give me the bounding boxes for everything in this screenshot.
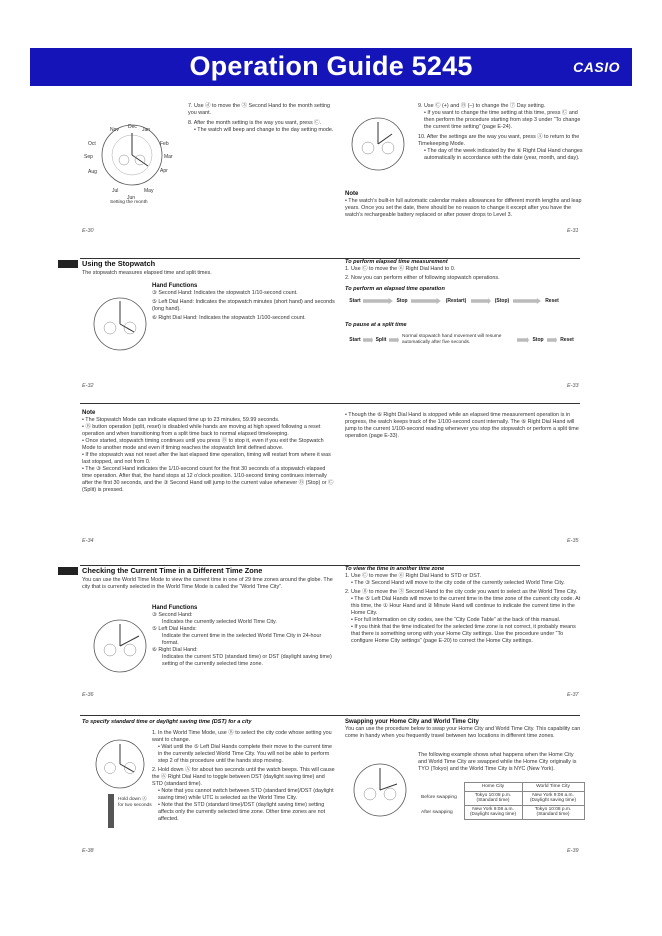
- page-number: E-31: [567, 228, 579, 234]
- page-number: E-34: [82, 538, 94, 544]
- section-title: Checking the Current Time in a Different Time Zone: [82, 566, 263, 575]
- e30-text: [188, 103, 338, 134]
- flow-arrow: [547, 337, 557, 343]
- flow-arrow: [513, 298, 541, 304]
- flow-step: (Stop): [494, 298, 510, 304]
- step-8: 8. After the month setting is the way you want, press Ⓒ.: [188, 120, 322, 126]
- section-title: Using the Stopwatch: [82, 259, 156, 268]
- elapsed-title: To perform an elapsed time operation: [345, 286, 445, 292]
- view-step-2-bullet: • If you think that the time indicated for the selected time zone is not correct, it probably means that there is something wrong with your Home City settings. Use the procedure under “To configure Home City settings” (page E-20) to correct the Home City settings.: [345, 624, 585, 645]
- view-step-1-bullet: • The ③ Second Hand will move to the city code of the currently selected World Time City.: [345, 580, 585, 587]
- table-header: Home City: [464, 783, 522, 792]
- section-intro: The stopwatch measures elapsed time and split times.: [82, 270, 212, 276]
- view-title: To view the time in another time zone: [345, 566, 445, 572]
- dst-steps: [152, 730, 337, 823]
- flow-step: Start: [349, 337, 361, 343]
- note-item: • The ③ Second Hand indicates the 1/10-second count for the first 30 seconds of a stopwatch elapsed time operation. After that, the hand stops at 12 o’clock position. 1/10-second timing continues internally after the first 30 seconds, and the ③ Second Hand will jump to the current value whenever Ⓑ (Stop) or Ⓒ (Split) is pressed.: [82, 466, 337, 494]
- month-label: Feb: [160, 141, 169, 147]
- hand-function-label: ⑥ Right Dial Hand:: [152, 647, 198, 653]
- flow-step: (Restart): [445, 298, 467, 304]
- flow-arrow: [363, 298, 393, 304]
- month-dial-illustration: [82, 100, 182, 208]
- page-number: E-36: [82, 692, 94, 698]
- view-step-2-bullet: • For full information on city codes, see the “City Code Table” at the back of this manual.: [345, 617, 585, 624]
- world-hand-functions: [152, 605, 337, 668]
- watch-illustration: [342, 102, 414, 188]
- divider: [80, 715, 580, 716]
- flow-step: Stop: [396, 298, 408, 304]
- page-number: E-39: [567, 848, 579, 854]
- row-label: After swapping: [421, 809, 453, 815]
- swap-table: [418, 782, 585, 820]
- flow-arrow: [363, 337, 373, 343]
- hand-function-item: ③ Second Hand: Indicates the stopwatch 1/10-second count.: [152, 290, 298, 296]
- table-cell: New York 9:08 a.m. (Daylight saving time): [522, 791, 584, 805]
- section-marker: [58, 260, 78, 268]
- swap-section: [345, 719, 585, 740]
- dst-step-2-bullet: • Note that you cannot switch between STD (standard time)/DST (daylight saving time) while UTC is selected as the World Time City.: [152, 788, 337, 802]
- flow-arrow: [517, 337, 529, 343]
- note-item: • The Stopwatch Mode can indicate elapsed time up to 23 minutes, 59.99 seconds.: [82, 417, 337, 424]
- table-header: World Time City: [522, 783, 584, 792]
- divider: [80, 403, 580, 404]
- e33-text: [345, 259, 585, 293]
- note-item: • Once started, stopwatch timing continues until you press Ⓑ to stop it, even if you exit the Stopwatch Mode to another mode and even if timing reaches the stopwatch limit defined above.: [82, 438, 337, 452]
- note-title: Note: [82, 410, 96, 416]
- split-title: To pause at a split time: [345, 322, 407, 328]
- note-item: • If the stopwatch was not reset after the last elapsed time operation, timing will restart from where it was last stopped, and not from 0.: [82, 452, 337, 466]
- view-step-2: 2. Use Ⓑ to move the ③ Second Hand to the city code you want to select as the World Time City.: [345, 589, 578, 595]
- table-cell: Tokyo 10:08 p.m. (Standard time): [464, 791, 522, 805]
- hand-function-desc: Indicates the current STD (standard time) or DST (daylight saving time) setting of the currently selected time zone.: [162, 654, 332, 667]
- stopwatch-notes: [82, 410, 337, 494]
- flow-step: Reset: [560, 337, 574, 343]
- dst-step-1: 1. In the World Time Mode, use Ⓑ to select the city code whose setting you want to change.: [152, 730, 332, 743]
- dst-step-2-bullet: • Note that the STD (standard time)/DST (daylight saving time) setting affects only the currently selected time zone. Other time zones are not affected.: [152, 802, 337, 823]
- month-label: Aug: [88, 169, 97, 175]
- month-label: Jan: [142, 127, 151, 133]
- measure-step-2: 2. Now you can perform either of following stopwatch operations.: [345, 275, 500, 281]
- month-label: Nov: [110, 127, 119, 133]
- stopwatch-hand-functions: [152, 283, 337, 322]
- section-marker: [58, 567, 78, 575]
- month-label: Dec: [128, 124, 137, 130]
- step-7: 7. Use ⓓ to move the ③ Second Hand to the month setting you want.: [188, 103, 331, 116]
- hold-label: Hold down Ⓐ for two seconds: [118, 797, 152, 808]
- table-row: [418, 791, 584, 805]
- step-9-bullet: • If you want to change the time setting at this time, press Ⓒ and then perform the procedure starting from step 3 under “To change the current time setting” (page E-24).: [418, 110, 586, 131]
- hand-functions-title: Hand Functions: [152, 605, 198, 611]
- month-caption: Setting the month: [110, 200, 148, 205]
- world-time-illustration: [84, 604, 156, 688]
- note-item: • Though the ⑥ Right Dial Hand is stopped while an elapsed time measurement operation is in progress, the watch keeps track of the 1/100-second count internally. The ⑥ Right Dial Hand will jump to the current 1/100-second reading whenever you stop the stopwatch or perform a split time operation (page E-33).: [345, 412, 585, 440]
- elapsed-flow: [347, 298, 577, 304]
- note-text: • The watch’s built-in full automatic calendar makes allowances for different month lengths and leap years. Once you set the date, there should be no reason to change it except after you have the watch’s rechargeable battery replaced or after power drops to Level 3.: [345, 198, 585, 219]
- page-number: E-38: [82, 848, 94, 854]
- stopwatch-illustration: [84, 282, 156, 366]
- e37-text: [345, 566, 585, 645]
- flow-arrow: [389, 337, 399, 343]
- split-flow: [347, 334, 577, 346]
- dst-watch-illustration: [84, 730, 156, 800]
- measure-title: To perform elapsed time measurement: [345, 259, 448, 265]
- view-step-1: 1. Use Ⓒ to move the ⑥ Right Dial Hand to STD or DST.: [345, 573, 482, 579]
- hand-function-desc: Indicate the current time in the selected World Time City in 24-hour format.: [162, 633, 322, 646]
- e31-text: [418, 103, 586, 162]
- flow-step: Stop: [532, 337, 544, 343]
- page-number: E-35: [567, 538, 579, 544]
- flow-step: Split: [375, 337, 387, 343]
- month-label: May: [144, 188, 154, 194]
- hand-function-desc: Indicates the currently selected World Time City.: [162, 619, 277, 625]
- month-label: Jun: [127, 195, 136, 201]
- measure-step-1: 1. Use Ⓒ to move the ⑥ Right Dial Hand to 0.: [345, 266, 456, 272]
- page-number: E-32: [82, 383, 94, 389]
- page-number: E-33: [567, 383, 579, 389]
- brand-logo: CASIO: [573, 59, 620, 75]
- section-intro: You can use the World Time Mode to view the current time in one of 29 time zones around the globe. The city that is currently selected in the World Time Mode is called the “World Time City”.: [82, 577, 333, 590]
- page-number: E-37: [567, 692, 579, 698]
- step-9: 9. Use Ⓒ (+) and Ⓑ (–) to change the ⑦ Day setting.: [418, 103, 546, 109]
- dst-step-2: 2. Hold down Ⓐ for about two seconds until the watch beeps. This will cause the ⑥ Right Dial Hand to toggle between DST (daylight saving time) and STD (standard time).: [152, 767, 335, 787]
- page-title: Operation Guide 5245: [189, 51, 473, 81]
- note-title: Note: [345, 191, 359, 197]
- table-row: [418, 805, 584, 819]
- dst-title: To specify standard time or daylight saving time (DST) for a city: [82, 719, 252, 725]
- step-10-bullet: • The day of the week indicated by the ⑥ Right Dial Hand changes automatically in accordance with the date (year, month, and day).: [418, 148, 586, 162]
- table-cell: Tokyo 10:08 p.m. (Standard time): [522, 805, 584, 819]
- hold-arrow-icon: [108, 794, 114, 828]
- e35-note: [345, 412, 585, 440]
- flow-arrow: [411, 298, 441, 304]
- swap-intro: You can use the procedure below to swap your Home City and World Time City. This capability can come in handy when you frequently travel between two locations in different time zones.: [345, 726, 581, 739]
- flow-step: Reset: [545, 298, 559, 304]
- step-8-bullet: • The watch will beep and change to the day setting mode.: [188, 127, 338, 134]
- split-note: Normal stopwatch hand movement will resume automatically after five seconds.: [402, 334, 502, 345]
- flow-arrow: [471, 298, 491, 304]
- dst-step-1-bullet: • Wait until the ⑤ Left Dial Hands complete their move to the current time in the currently selected World Time City. You will not be able to perform step 2 of this procedure until the hands stop moving.: [152, 744, 337, 765]
- hand-function-item: ⑥ Right Dial Hand: Indicates the stopwatch 1/100-second count.: [152, 315, 306, 321]
- hand-function-item: ⑤ Left Dial Hand: Indicates the stopwatch minutes (short hand) and seconds (long hand).: [152, 299, 335, 312]
- e31-note: [345, 191, 585, 219]
- note-item: • Ⓑ button operation (split, reset) is disabled while hands are moving at high speed following a reset operation and when transitioning from a split time back to normal elapsed timekeeping.: [82, 424, 337, 438]
- month-label: Mar: [164, 154, 173, 160]
- table-cell: New York 9:08 a.m. (Daylight saving time): [464, 805, 522, 819]
- swap-watch-illustration: [345, 750, 415, 832]
- header-banner: [30, 48, 632, 86]
- page-number: E-30: [82, 228, 94, 234]
- row-label: Before swapping: [421, 795, 457, 801]
- view-step-2-bullet: • The ⑤ Left Dial Hands will move to the current time in the time zone of the current city code. At this time, the ① Hour Hand and ② Minute Hand will continue to indicate the current time in the Home City.: [345, 596, 585, 617]
- month-label: Sep: [84, 154, 93, 160]
- hand-function-label: ⑤ Left Dial Hands:: [152, 626, 197, 632]
- hand-function-label: ③ Second Hand:: [152, 612, 193, 618]
- month-label: Apr: [160, 168, 168, 174]
- step-10: 10. After the settings are the way you want, press Ⓐ to return to the Timekeeping Mode.: [418, 134, 580, 147]
- swap-title: Swapping your Home City and World Time City: [345, 719, 479, 725]
- month-label: Oct: [88, 141, 96, 147]
- flow-step: Start: [349, 298, 361, 304]
- hand-functions-title: Hand Functions: [152, 283, 198, 289]
- month-label: Jul: [112, 188, 119, 194]
- swap-example: The following example shows what happens when the Home City and World Time City are swapped while the Home City originally is TYO (Tokyo) and the World Time City is NYC (New York).: [418, 752, 577, 772]
